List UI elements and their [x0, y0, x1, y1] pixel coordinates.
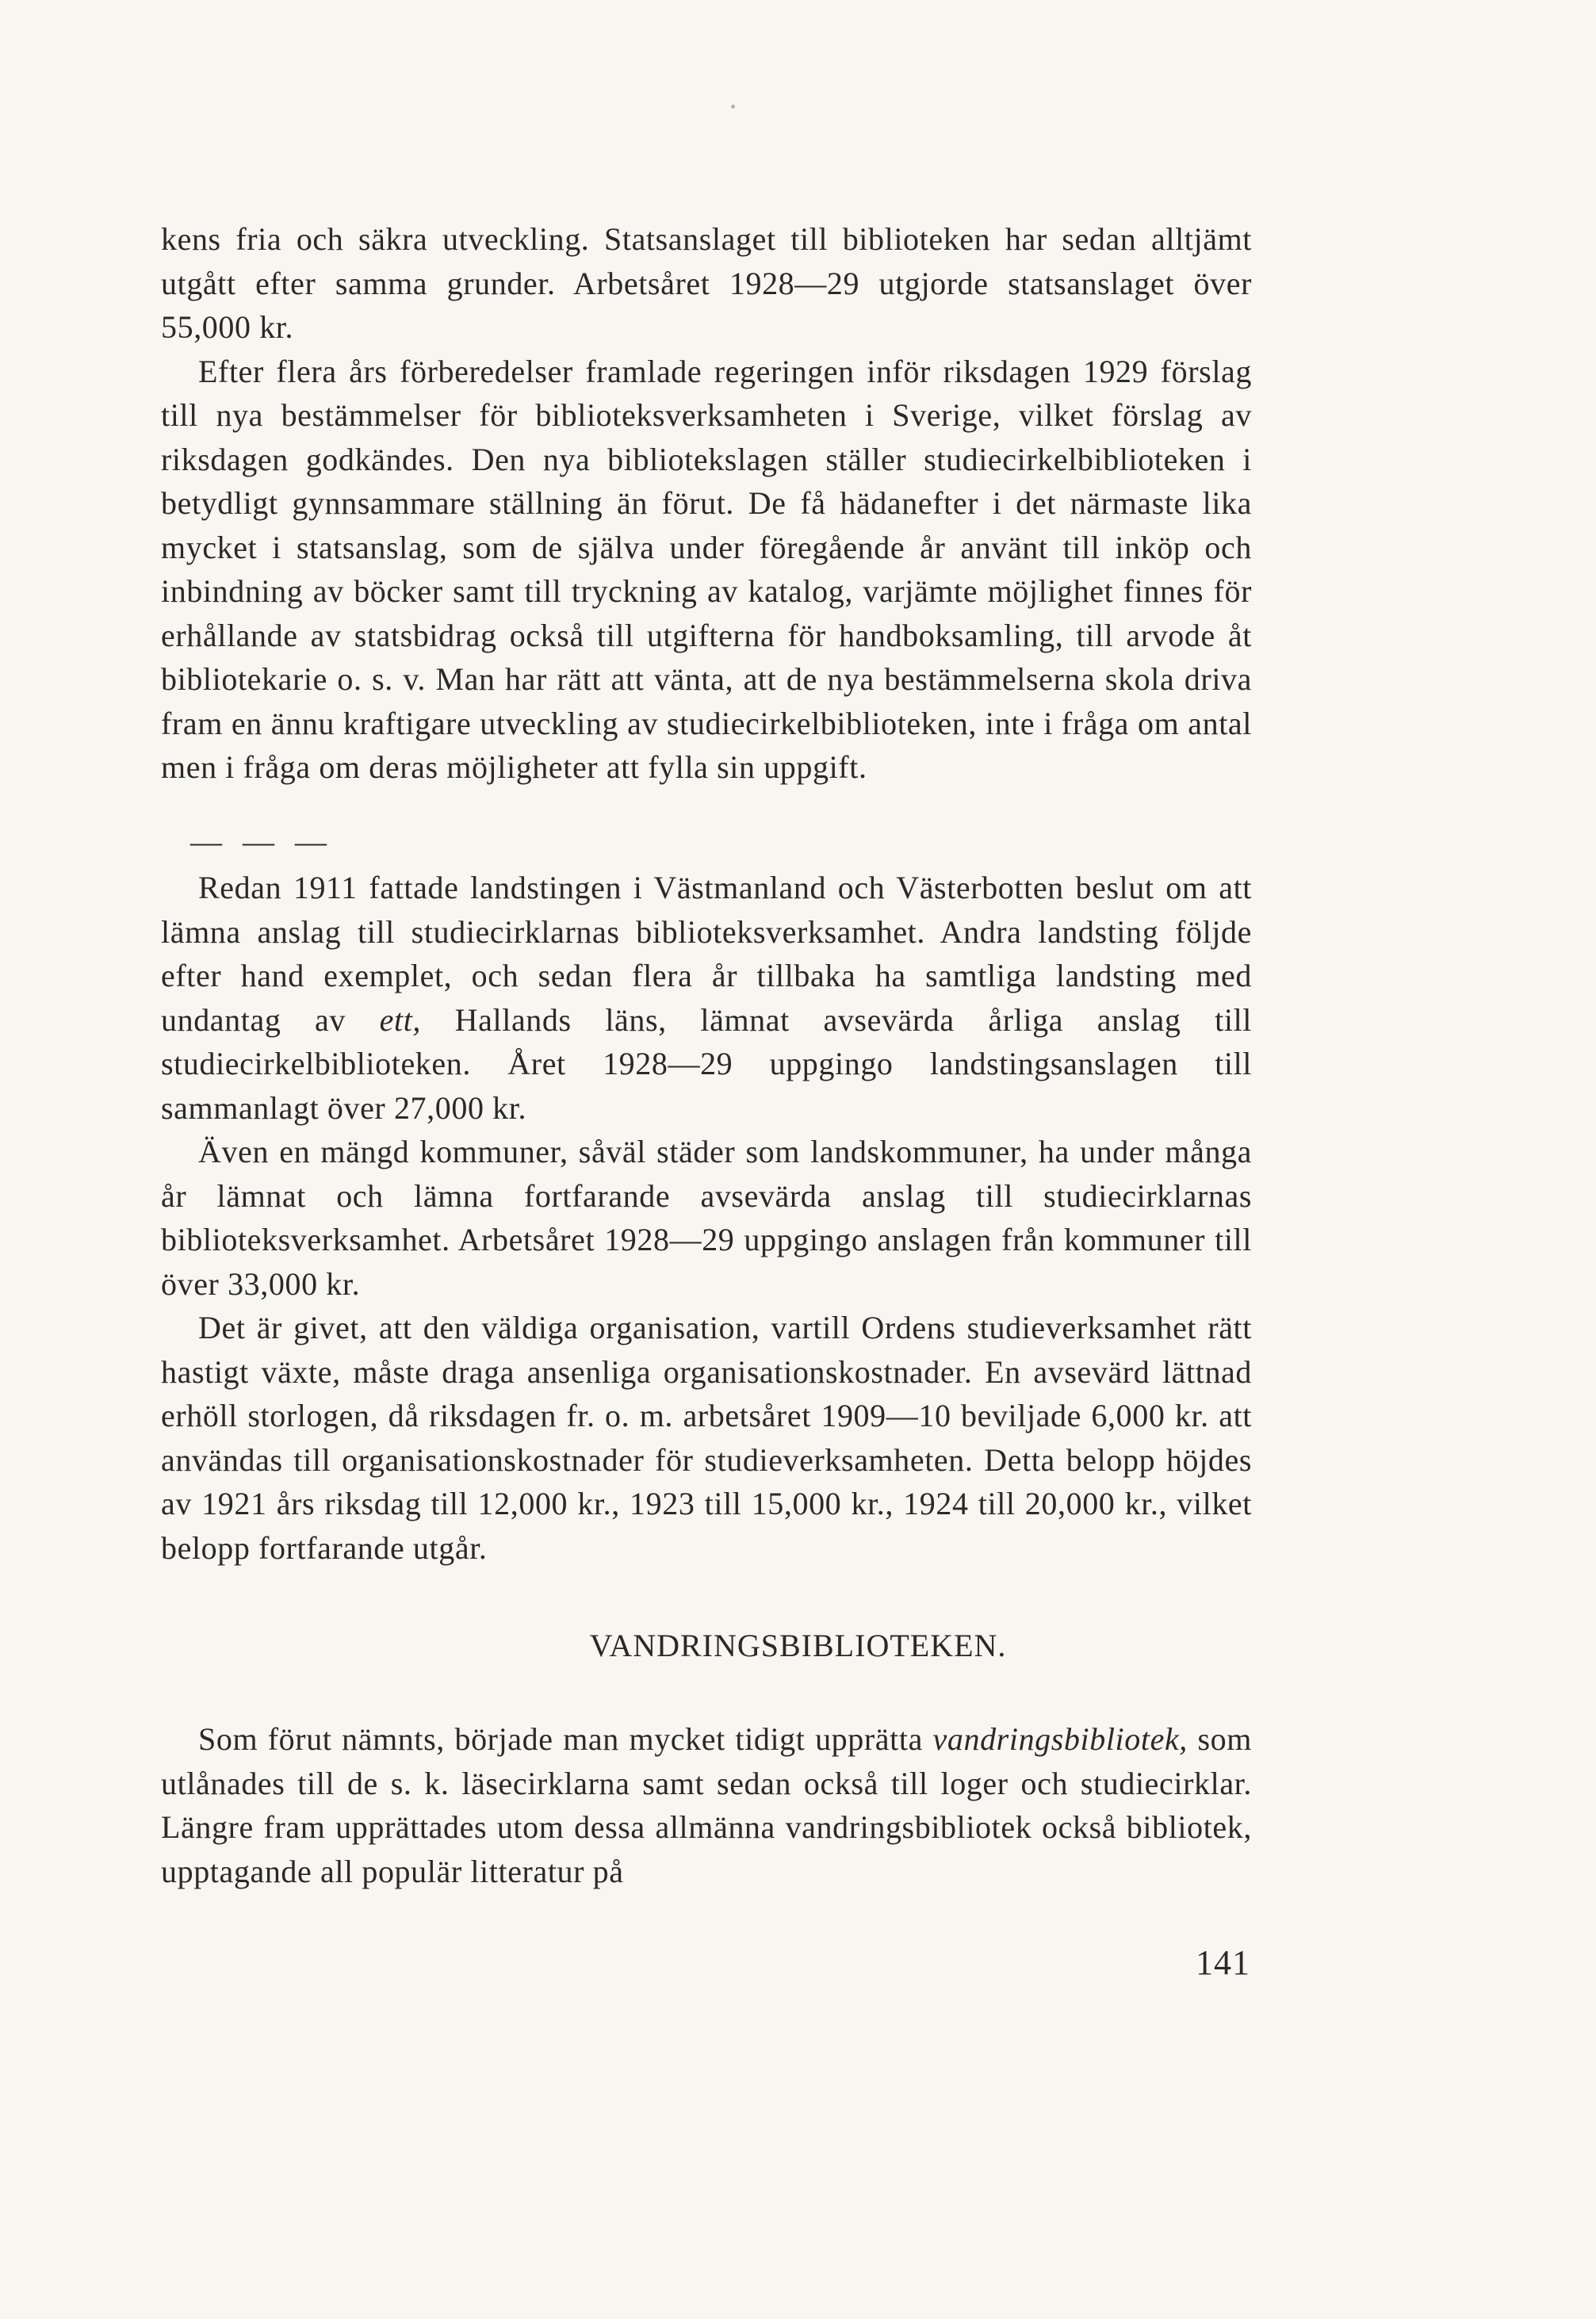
text-block-top [161, 217, 1252, 790]
section-separator: — — — [190, 824, 333, 859]
paragraph-organisation: Det är givet, att den väldiga organisation, vartill Ordens studieverksamhet rätt hastigt växte, måste draga ansenliga organisationskostnader. En avsevärd lättnad erhöll storlogen, då riksdagen fr. o. m. arbetsåret 1909—10 beviljade 6,000 kr. att användas till organisationskostnader för studieverksamheten. Detta belopp höjdes av 1921 års riksdag till 12,000 kr., 1923 till 15,000 kr., 1924 till 20,000 kr., vilket belopp fortfarande utgår. [161, 1310, 1252, 1566]
paragraph-kommuner: Även en mängd kommuner, såväl städer som landskommuner, ha under många år lämnat och lämna fortfarande avsevärda anslag till studiecirklarnas biblioteksverksamhet. Arbetsåret 1928—29 uppgingo anslagen från kommuner till över 33,000 kr. [161, 1134, 1252, 1302]
paragraph-continuation: kens fria och säkra utveckling. Statsanslaget till biblioteken har sedan alltjämt utgått efter samma grunder. Arbetsåret 1928—29 utgjorde statsanslaget över 55,000 kr. [161, 221, 1252, 345]
paragraph-landsting [161, 866, 1252, 1130]
page-number: 141 [1196, 1943, 1250, 1982]
paragraph-text: Hallands läns, lämnat avsevärda årliga anslag till studiecirkelbiblioteken. Året 1928—29 uppgingo landstingsanslagen till sammanlagt över 27,000 kr. [161, 1001, 1252, 1126]
text-block-bottom [161, 1717, 1252, 1893]
paragraph-text: som utlånades till de s. k. läsecirklarna samt sedan också till loger och studiecirklar. Längre fram upprättades utom dessa allmänna vandringsbibliotek också bibliotek, upptagande all populär litteratur på [161, 1721, 1252, 1889]
emphasized-word: vandringsbibliotek, [932, 1721, 1188, 1757]
print-speck [731, 105, 735, 109]
section-heading: VANDRINGSBIBLIOTEKEN. [589, 1628, 1007, 1663]
paragraph-vandringsbibliotek [161, 1717, 1252, 1893]
paragraph-text: Redan 1911 fattade landstingen i Västmanland och Västerbotten beslut om att lämna anslag till studiecirklarnas biblioteksverksamhet. Andra landsting följde efter hand exemplet, och sedan flera år tillbaka ha samtliga landsting med undantag av [161, 870, 1252, 1038]
paragraph-text: Som förut nämnts, började man mycket tidigt upprätta [198, 1721, 933, 1757]
emphasized-word: ett, [379, 1001, 422, 1038]
text-block-middle [161, 866, 1252, 1570]
paragraph-bibliotekslag: Efter flera års förberedelser framlade regeringen inför riksdagen 1929 förslag till nya bestämmelser för biblioteksverksamheten i Sverige, vilket förslag av riksdagen godkändes. Den nya bibliotekslagen ställer studiecirkelbiblioteken i betydligt gynnsammare ställning än förut. De få hädanefter i det närmaste lika mycket i statsanslag, som de själva under föregående år använt till inköp och inbindning av böcker samt till tryckning av katalog, varjämte möjlighet finnes för erhållande av statsbidrag också till utgifterna för handboksamling, till arvode åt bibliotekarie o. s. v. Man har rätt att vänta, att de nya bestämmelserna skola driva fram en ännu kraftigare utveckling av studiecirkelbiblioteken, inte i fråga om antal men i fråga om deras möjligheter att fylla sin uppgift. [161, 353, 1252, 785]
